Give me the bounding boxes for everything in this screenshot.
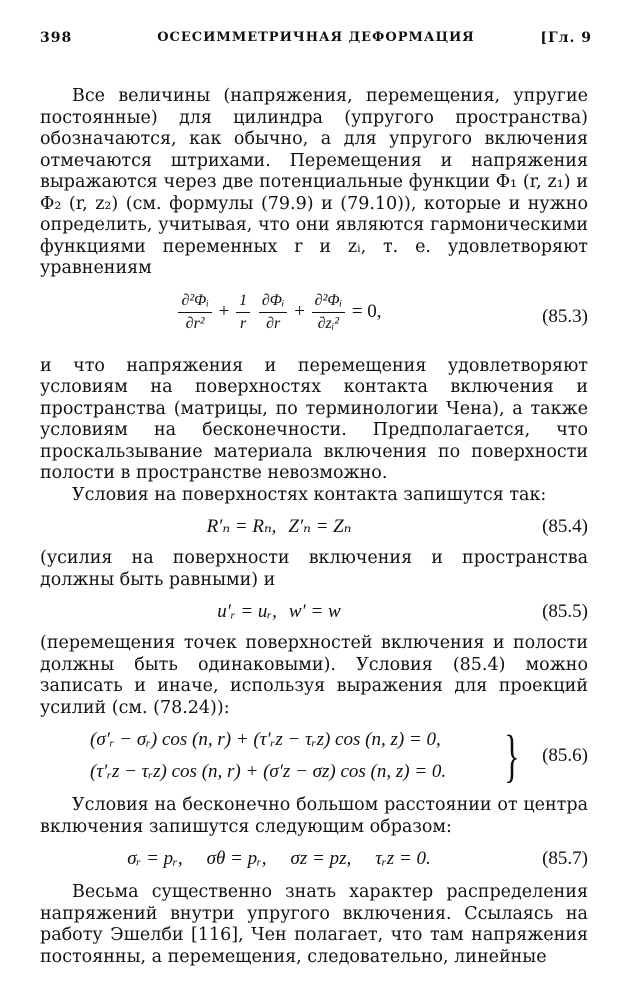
running-header [40, 30, 592, 52]
paragraph-4: (усилия на поверхности включения и пространства должны быть равными) и [40, 548, 588, 590]
equation-85-4: R′ₙ = Rₙ, Z′ₙ = Zₙ (85.4) [40, 512, 588, 542]
paragraph-5: (перемещения точек поверхностей включения и полости должны быть одинаковыми). Условия (85.4) можно записать и иначе, используя выражения для проекций усилий (см. (78.24)): [40, 633, 588, 718]
right-brace: } [504, 723, 520, 788]
fraction-dphi-dr: $\frac{\text{∂Φᵢ}}{\partial r}$ [259, 290, 288, 335]
equation-number: (85.5) [542, 601, 588, 622]
paragraph-6: Условия на бесконечно большом расстоянии от центра включения запишутся следующим образом: [40, 795, 588, 837]
fraction-d2phi-dr2: $\frac{\text{∂²Φᵢ}}{\text{∂r²}}$ [178, 290, 211, 335]
page-number: 398 [40, 30, 73, 46]
equation-number: (85.4) [542, 516, 588, 537]
page-body [40, 86, 588, 968]
equation-85-7: σᵣ = pᵣ, σθ = pᵣ, σz = pz, τᵣz = 0. (85.7) [40, 844, 588, 874]
fraction-d2phi-dz2: $\frac{\text{∂²Φᵢ}}{\text{∂zᵢ²}}$ [312, 290, 345, 335]
equation-85-6 [40, 725, 588, 789]
paragraph-1: Все величины (напряжения, перемещения, упругие постоянные) для цилиндра (упругого пространства) обозначаются, как обычно, а для упругого включения отмечаются штрихами. Перемещения и напряжения выражаются через две потенциальные функции Φ₁ (r, z₁) и Φ₂ (r, z₂) (см. формулы (79.9) и (79.10)), которые и нужно определить, учитывая, что они являются гармоническими функциями переменных r и zᵢ, т. е. удовлетворяют уравнениям [40, 86, 588, 278]
chapter-label: [Гл. 9 [540, 30, 592, 46]
equation-number: (85.6) [542, 745, 588, 766]
paragraph-3: Условия на поверхностях контакта запишутся так: [72, 484, 547, 505]
equation-line-2: (τ′ᵣz − τᵣz) cos (n, r) + (σ′z − σz) cos (n, z) = 0. [90, 761, 447, 782]
running-title: ОСЕСИММЕТРИЧНАЯ ДЕФОРМАЦИЯ [157, 30, 475, 45]
equation-85-5: u′ᵣ = uᵣ, w′ = w (85.5) [40, 597, 588, 627]
fraction-1-r: $\frac{1}{r}$ [236, 290, 250, 335]
equation-line-1: (σ′ᵣ − σᵣ) cos (n, r) + (τ′ᵣz − τᵣz) cos (n, z) = 0, [90, 729, 441, 750]
paragraph-2: и что напряжения и перемещения удовлетворяют условиям на поверхностях контакта включения и пространства (матрицы, по терминологии Чена), а также условиям на бесконечности. Предполагается, что проскальзывание материала включения по поверхности полости в пространстве невозможно. [40, 355, 588, 483]
paragraph-7: Весьма существенно знать характер распределения напряжений внутри упругого включения. Ссылаясь на работу Эшелби [116], Чен полагает, что там напряжения постоянны, а перемещения, следовательно, линейные [40, 882, 588, 967]
equation-number: (85.7) [542, 848, 588, 869]
equation-85-3: $\frac{\text{∂²Φᵢ}}{\text{∂r²}}$ + $\frac{1}{r}$ $\frac{\text{∂Φᵢ}}{\partial r}$ + $\frac{\text{∂²Φᵢ}}{\text{∂zᵢ²}}$ = 0, (85.3) [40, 286, 588, 350]
equation-number: (85.3) [542, 305, 588, 327]
